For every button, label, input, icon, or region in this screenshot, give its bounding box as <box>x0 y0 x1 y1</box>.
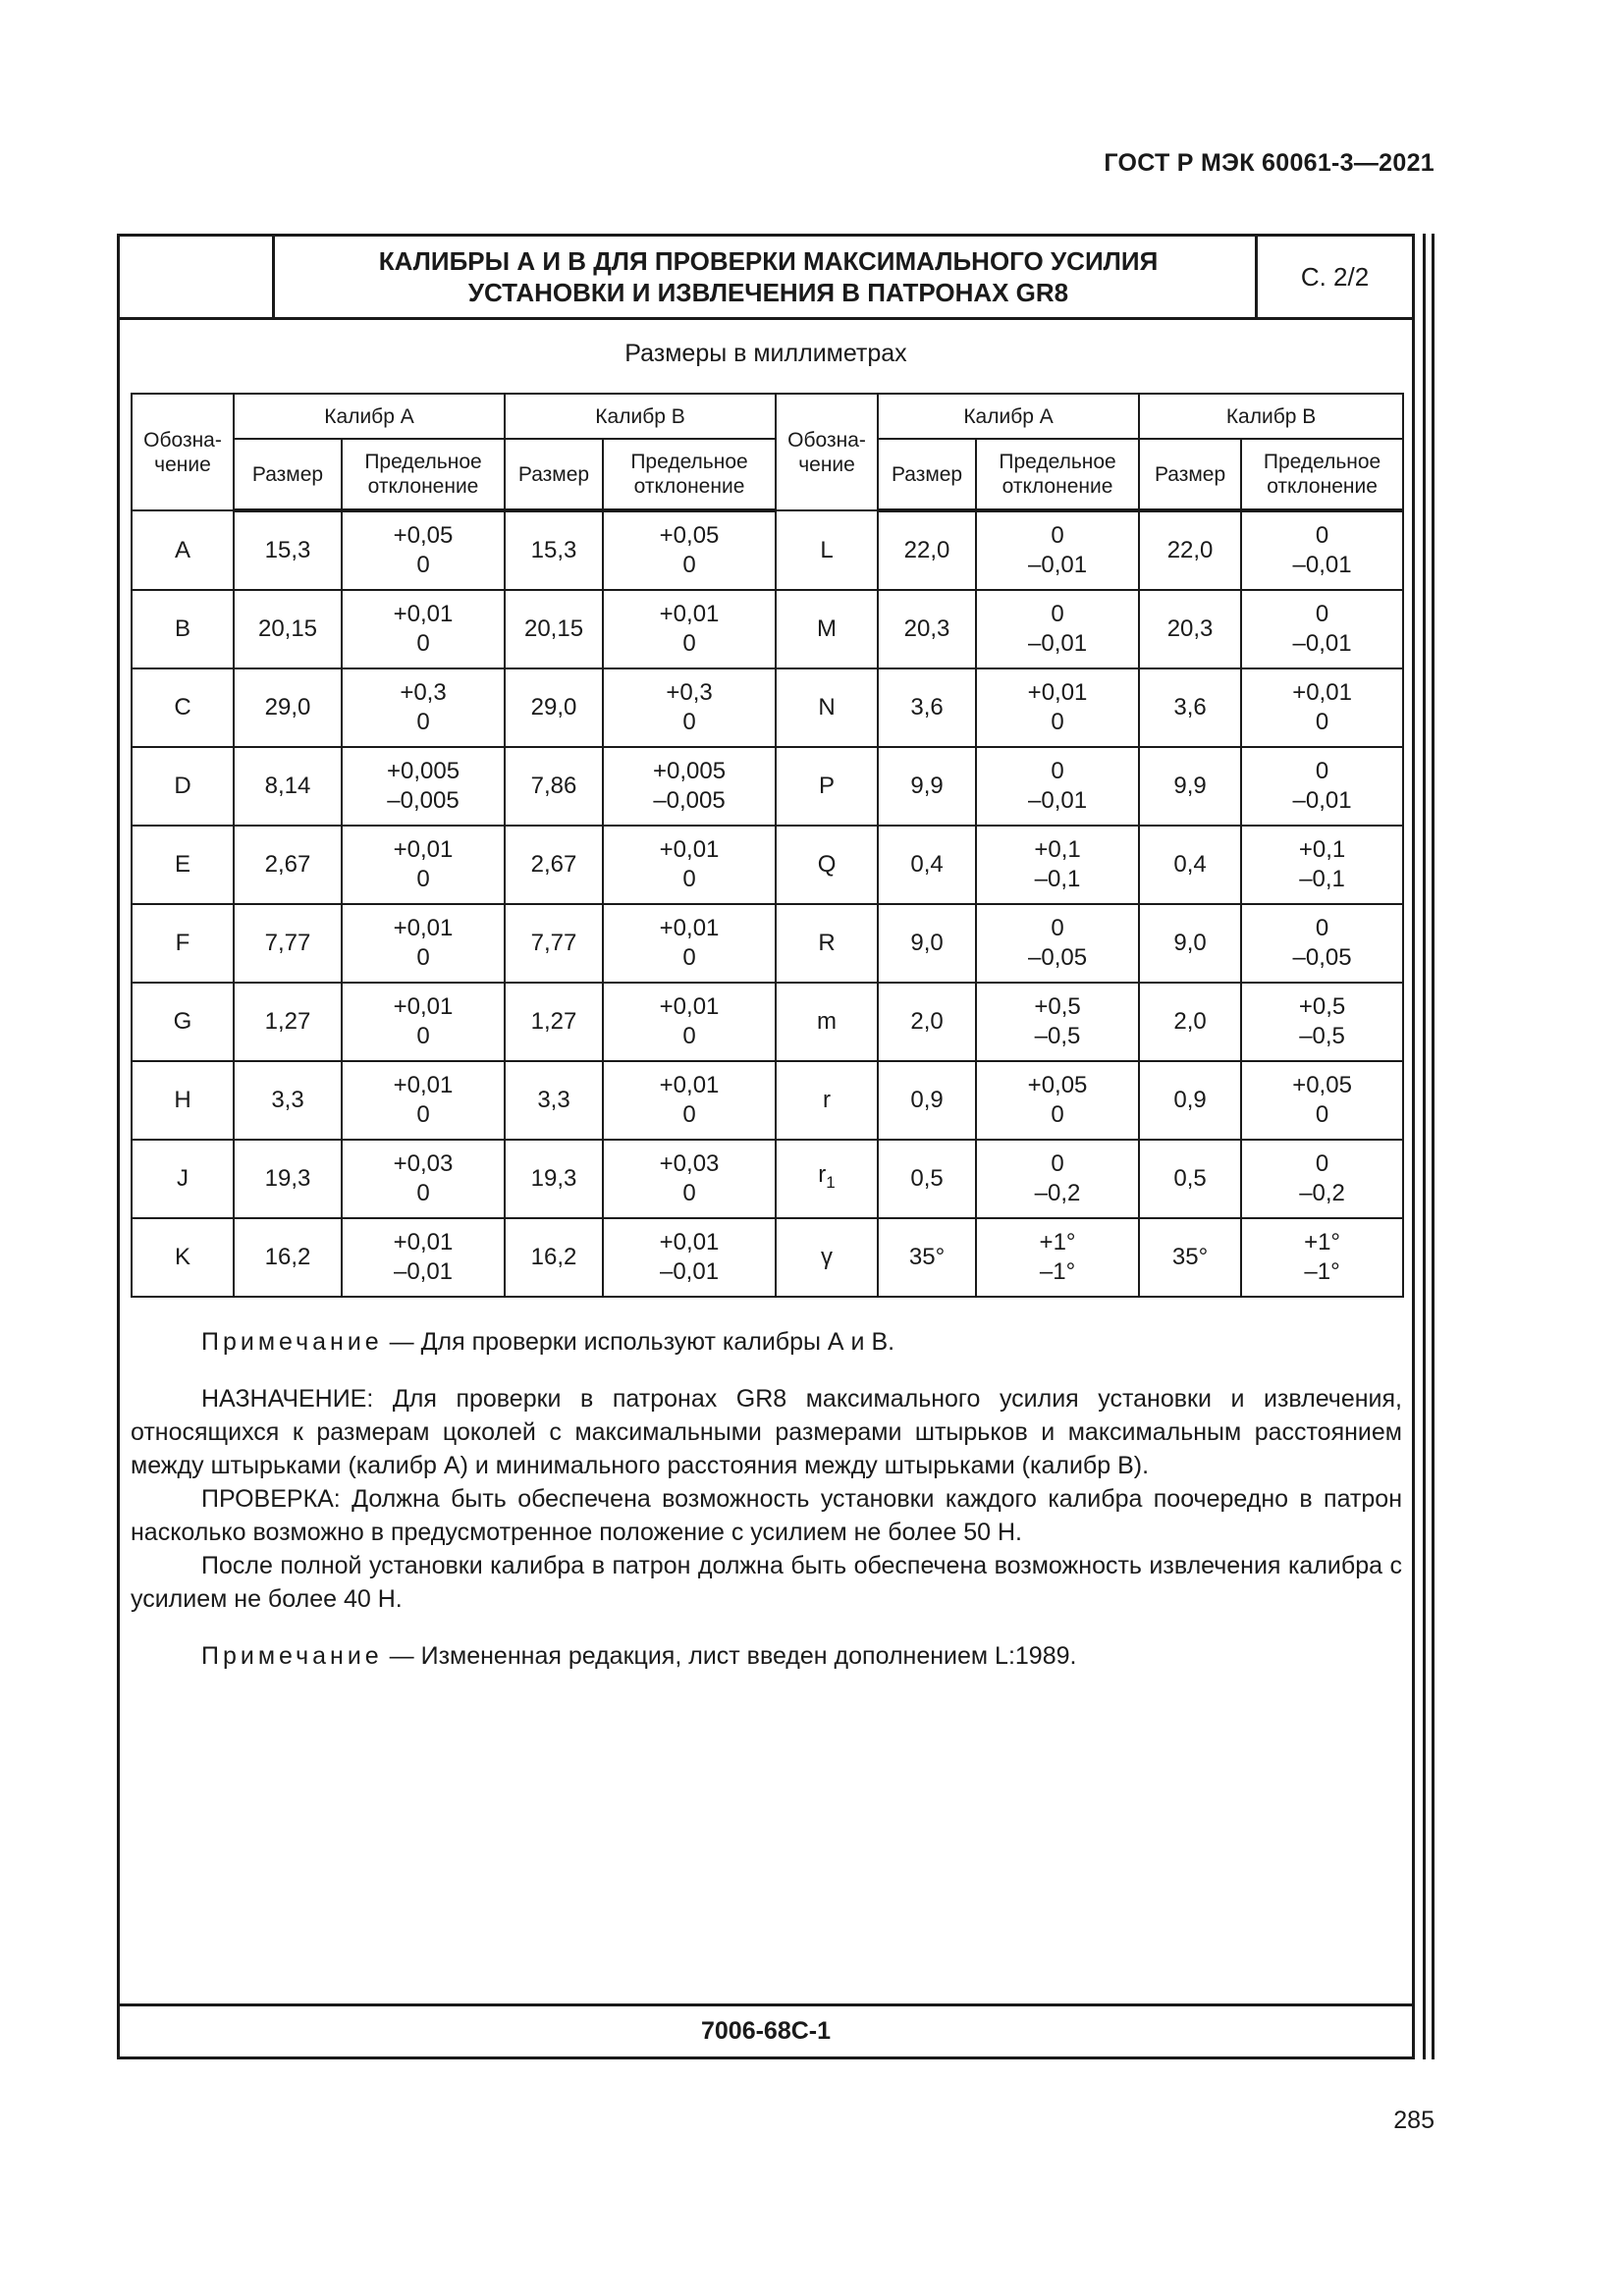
cell-a2-size: 35° <box>878 1218 976 1297</box>
cell-b2-size: 22,0 <box>1139 510 1241 590</box>
table-row <box>132 904 1403 983</box>
title-block <box>120 237 1412 320</box>
cell-b-tol: +0,05 0 <box>603 510 776 590</box>
note-text: — Для проверки используют калибры А и В. <box>382 1328 895 1356</box>
frame-edge-line <box>1432 234 1435 2059</box>
sheet-page-indicator: С. 2/2 <box>1255 237 1412 317</box>
cell-a2-tol: +0,01 0 <box>976 668 1139 747</box>
header-tolerance: Предельное отклонение <box>976 439 1139 510</box>
cell-d2: L <box>776 510 878 590</box>
cell-a-tol: +0,03 0 <box>342 1140 505 1218</box>
cell-a2-size: 0,5 <box>878 1140 976 1218</box>
cell-a2-size: 22,0 <box>878 510 976 590</box>
cell-b2-size: 0,5 <box>1139 1140 1241 1218</box>
cell-a-size: 3,3 <box>234 1061 342 1140</box>
note-label: Примечание <box>201 1328 383 1356</box>
cell-b2-tol: 0 –0,05 <box>1241 904 1403 983</box>
cell-a-tol: +0,3 0 <box>342 668 505 747</box>
cell-d1: F <box>132 904 234 983</box>
cell-d2: P <box>776 747 878 826</box>
cell-d1: J <box>132 1140 234 1218</box>
cell-b-tol: +0,005 –0,005 <box>603 747 776 826</box>
cell-a-tol: +0,01 0 <box>342 983 505 1061</box>
purpose-paragraph: НАЗНАЧЕНИЕ: Для проверки в патронах GR8 максимального усилия установки и извлечения, относящихся к размерам цоколей с максимальными размерами штырьков и максимальным расстоянием между штырьками (калибр А) и минимального расстояния между штырьками (калибр В). <box>131 1385 1402 1479</box>
note-1 <box>131 1325 1402 1359</box>
cell-b2-tol: +0,05 0 <box>1241 1061 1403 1140</box>
cell-d2: N <box>776 668 878 747</box>
cell-b-size: 3,3 <box>505 1061 603 1140</box>
cell-d2 <box>776 1140 878 1218</box>
cell-a-size: 2,67 <box>234 826 342 904</box>
sheet-title: КАЛИБРЫ А И В ДЛЯ ПРОВЕРКИ МАКСИМАЛЬНОГО УСИЛИЯ УСТАНОВКИ И ИЗВЛЕЧЕНИЯ В ПАТРОНАХ GR8 <box>378 246 1159 307</box>
cell-a-size: 1,27 <box>234 983 342 1061</box>
cell-a2-size: 0,9 <box>878 1061 976 1140</box>
table-body <box>132 510 1403 1297</box>
dimensions-table <box>131 393 1404 1298</box>
cell-b-tol: +0,01 –0,01 <box>603 1218 776 1297</box>
header-designation: Обозна- чение <box>776 394 878 510</box>
cell-a2-tol: +1° –1° <box>976 1218 1139 1297</box>
designation-symbol: r <box>818 1161 827 1189</box>
cell-d2: γ <box>776 1218 878 1297</box>
cell-b-tol: +0,01 0 <box>603 983 776 1061</box>
cell-a2-tol: 0 –0,01 <box>976 510 1139 590</box>
cell-b2-size: 20,3 <box>1139 590 1241 668</box>
cell-d2: r <box>776 1061 878 1140</box>
table-row <box>132 983 1403 1061</box>
cell-d2: m <box>776 983 878 1061</box>
cell-a-size: 16,2 <box>234 1218 342 1297</box>
cell-a-tol: +0,01 0 <box>342 826 505 904</box>
cell-d1: K <box>132 1218 234 1297</box>
cell-d2: R <box>776 904 878 983</box>
cell-a2-tol: +0,1 –0,1 <box>976 826 1139 904</box>
cell-d1: G <box>132 983 234 1061</box>
header-size: Размер <box>878 439 976 510</box>
document-standard-header: ГОСТ Р МЭК 60061-3—2021 <box>1104 149 1435 177</box>
cell-a-tol: +0,01 0 <box>342 1061 505 1140</box>
cell-b-size: 2,67 <box>505 826 603 904</box>
title-blank-cell <box>120 237 275 317</box>
header-gauge-b: Калибр В <box>1139 394 1403 439</box>
cell-a-size: 29,0 <box>234 668 342 747</box>
units-caption: Размеры в миллиметрах <box>624 340 907 367</box>
header-gauge-b: Калибр В <box>505 394 776 439</box>
table-row <box>132 590 1403 668</box>
cell-a2-tol: 0 –0,05 <box>976 904 1139 983</box>
check-paragraph: ПРОВЕРКА: Должна быть обеспечена возможность установки каждого калибра поочередно в патрон насколько возможно в предусмотренное положение с усилием не более 50 Н. <box>131 1485 1402 1546</box>
header-gauge-a: Калибр А <box>234 394 505 439</box>
cell-b-tol: +0,3 0 <box>603 668 776 747</box>
cell-b-size: 16,2 <box>505 1218 603 1297</box>
note-label: Примечание <box>201 1642 383 1670</box>
note-2 <box>131 1639 1402 1673</box>
sheet-code: 7006-68С-1 <box>120 2003 1412 2056</box>
cell-a-tol: +0,005 –0,005 <box>342 747 505 826</box>
cell-d1: E <box>132 826 234 904</box>
cell-a2-tol: 0 –0,2 <box>976 1140 1139 1218</box>
cell-a-tol: +0,01 0 <box>342 904 505 983</box>
cell-a2-size: 2,0 <box>878 983 976 1061</box>
cell-b2-size: 0,4 <box>1139 826 1241 904</box>
cell-d1: D <box>132 747 234 826</box>
note-text: — Измененная редакция, лист введен дополнением L:1989. <box>382 1642 1077 1670</box>
cell-a2-tol: 0 –0,01 <box>976 747 1139 826</box>
cell-b2-size: 2,0 <box>1139 983 1241 1061</box>
cell-a-tol: +0,01 –0,01 <box>342 1218 505 1297</box>
cell-b-tol: +0,03 0 <box>603 1140 776 1218</box>
table-row <box>132 668 1403 747</box>
cell-a-size: 7,77 <box>234 904 342 983</box>
cell-a-tol: +0,01 0 <box>342 590 505 668</box>
cell-b-tol: +0,01 0 <box>603 1061 776 1140</box>
cell-b-size: 15,3 <box>505 510 603 590</box>
cell-d1: H <box>132 1061 234 1140</box>
cell-b-size: 20,15 <box>505 590 603 668</box>
table-row <box>132 1218 1403 1297</box>
cell-b2-tol: +1° –1° <box>1241 1218 1403 1297</box>
cell-a2-size: 9,9 <box>878 747 976 826</box>
cell-b-size: 7,86 <box>505 747 603 826</box>
cell-a2-size: 3,6 <box>878 668 976 747</box>
cell-b-size: 7,77 <box>505 904 603 983</box>
cell-b-tol: +0,01 0 <box>603 826 776 904</box>
cell-a-size: 19,3 <box>234 1140 342 1218</box>
cell-b2-size: 3,6 <box>1139 668 1241 747</box>
notes-section <box>131 1325 1402 1673</box>
cell-b-size: 19,3 <box>505 1140 603 1218</box>
cell-b2-size: 9,9 <box>1139 747 1241 826</box>
cell-b2-tol: +0,01 0 <box>1241 668 1403 747</box>
cell-d1: B <box>132 590 234 668</box>
header-tolerance: Предельное отклонение <box>603 439 776 510</box>
table-row <box>132 1061 1403 1140</box>
cell-a-tol: +0,05 0 <box>342 510 505 590</box>
cell-a2-size: 20,3 <box>878 590 976 668</box>
designation-subscript: 1 <box>826 1172 836 1192</box>
table-row <box>132 1140 1403 1218</box>
cell-a2-tol: +0,05 0 <box>976 1061 1139 1140</box>
header-size: Размер <box>234 439 342 510</box>
cell-a-size: 20,15 <box>234 590 342 668</box>
header-size: Размер <box>505 439 603 510</box>
cell-b2-tol: +0,5 –0,5 <box>1241 983 1403 1061</box>
cell-b2-size: 35° <box>1139 1218 1241 1297</box>
header-tolerance: Предельное отклонение <box>1241 439 1403 510</box>
cell-b2-tol: 0 –0,01 <box>1241 747 1403 826</box>
table-row <box>132 510 1403 590</box>
removal-paragraph: После полной установки калибра в патрон должна быть обеспечена возможность извлечения калибра с усилием не более 40 Н. <box>131 1552 1402 1613</box>
cell-a2-size: 0,4 <box>878 826 976 904</box>
page-number: 285 <box>1393 2107 1435 2134</box>
header-size: Размер <box>1139 439 1241 510</box>
cell-a-size: 15,3 <box>234 510 342 590</box>
cell-b-size: 29,0 <box>505 668 603 747</box>
cell-a2-tol: 0 –0,01 <box>976 590 1139 668</box>
frame-edge-line <box>1423 234 1426 2059</box>
cell-b2-tol: 0 –0,01 <box>1241 590 1403 668</box>
cell-d1: A <box>132 510 234 590</box>
cell-b2-tol: 0 –0,01 <box>1241 510 1403 590</box>
header-tolerance: Предельное отклонение <box>342 439 505 510</box>
header-gauge-a: Калибр А <box>878 394 1139 439</box>
cell-d2: M <box>776 590 878 668</box>
cell-d2: Q <box>776 826 878 904</box>
cell-a2-size: 9,0 <box>878 904 976 983</box>
cell-b-tol: +0,01 0 <box>603 904 776 983</box>
cell-b2-tol: +0,1 –0,1 <box>1241 826 1403 904</box>
cell-b-size: 1,27 <box>505 983 603 1061</box>
cell-a2-tol: +0,5 –0,5 <box>976 983 1139 1061</box>
cell-a-size: 8,14 <box>234 747 342 826</box>
table-row <box>132 826 1403 904</box>
header-designation: Обозна- чение <box>132 394 234 510</box>
cell-b-tol: +0,01 0 <box>603 590 776 668</box>
cell-b2-size: 0,9 <box>1139 1061 1241 1140</box>
cell-b2-tol: 0 –0,2 <box>1241 1140 1403 1218</box>
cell-b2-size: 9,0 <box>1139 904 1241 983</box>
cell-d1: C <box>132 668 234 747</box>
table-row <box>132 747 1403 826</box>
